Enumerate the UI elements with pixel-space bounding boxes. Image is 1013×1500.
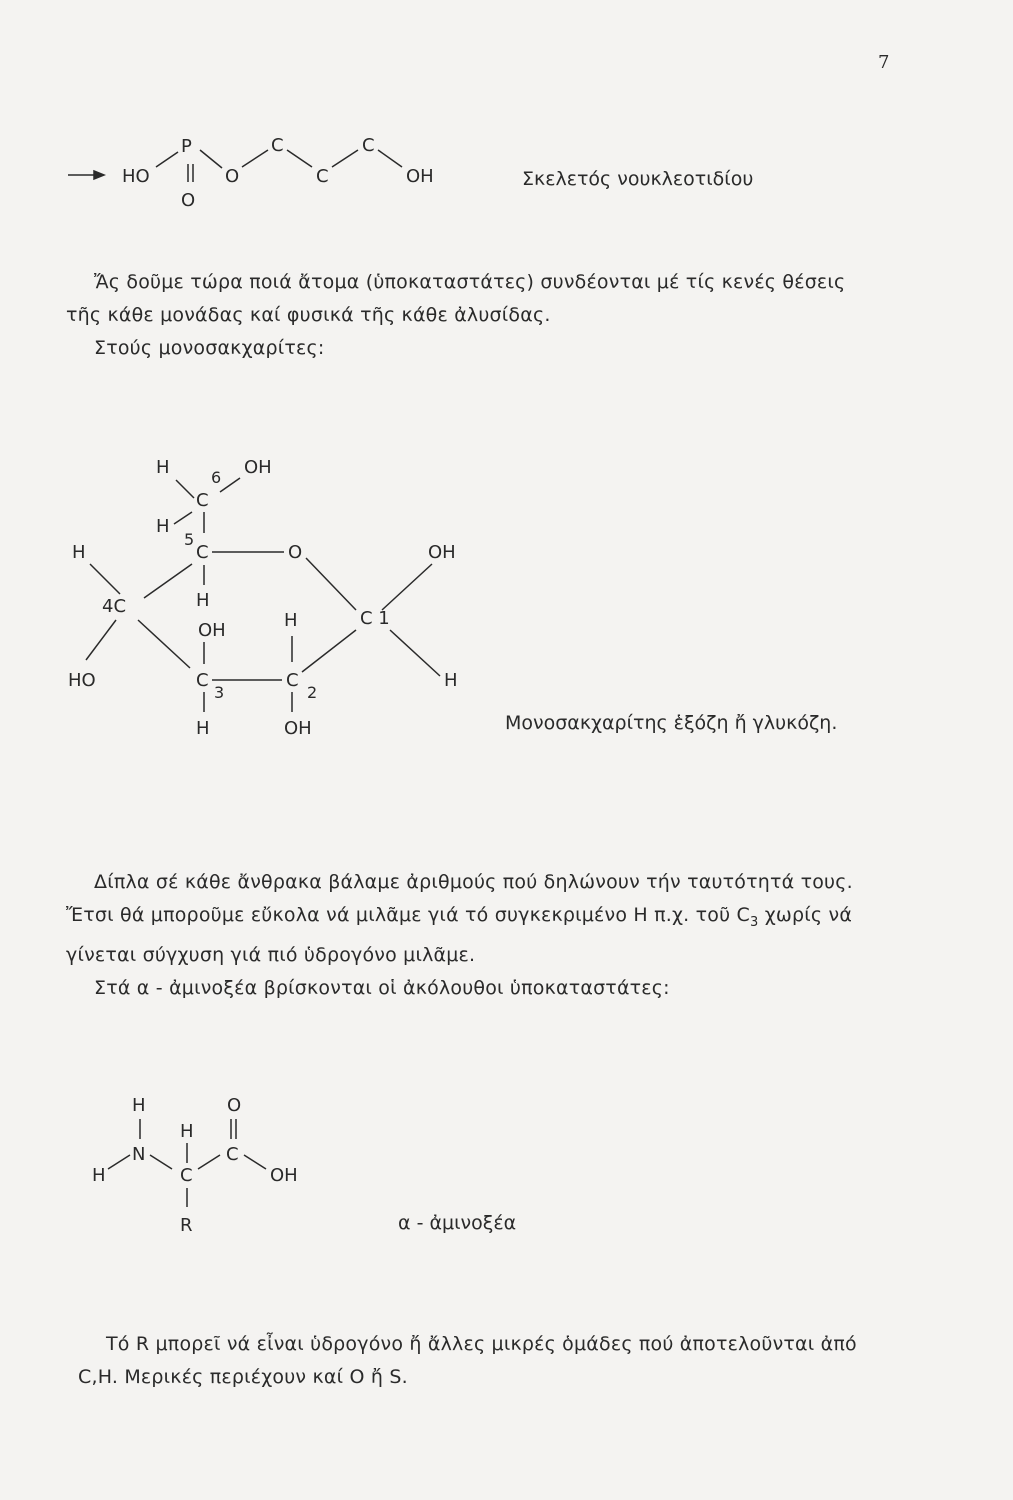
numbering-line-4: Στά α - ἀμινοξέα βρίσκονται οἱ ἀκόλουθοι ὑποκαταστάτες:: [94, 976, 670, 999]
atom-oh2: OH: [284, 718, 312, 739]
atom-c5: C: [196, 542, 209, 563]
atom-c3: C: [362, 135, 375, 156]
nucleotide-caption: Σκελετός νουκλεοτιδίου: [522, 168, 754, 190]
numbering-line-1: Δίπλα σέ κάθε ἄνθρακα βάλαμε ἀριθμούς πού δηλώνουν τήν ταυτότητά τους.: [94, 871, 853, 893]
label-num-2: 2: [307, 683, 318, 702]
atom-h5-below: H: [196, 590, 210, 611]
atom-c-carboxyl: C: [226, 1144, 239, 1165]
intro-paragraph: [66, 266, 946, 365]
intro-line-1: Ἄς δοῦμε τώρα ποιά ἄτομα (ὑποκαταστάτες) συνδέονται μέ τίς κενές θέσεις: [94, 271, 846, 293]
atom-c1: C: [271, 135, 284, 156]
intro-line-3: Στούς μονοσακχαρίτες:: [94, 337, 325, 359]
atom-o-ring: O: [288, 542, 303, 563]
atom-o-bridge: O: [225, 166, 240, 187]
atom-oh1: OH: [428, 542, 456, 563]
atom-oh: OH: [406, 166, 434, 187]
atom-h3: H: [196, 718, 210, 739]
atom-p: P: [181, 136, 192, 157]
atom-ho4: HO: [68, 670, 96, 691]
atom-h1: H: [444, 670, 458, 691]
r-group-paragraph: [78, 1328, 958, 1394]
r-group-line-2: C,H. Μερικές περιέχουν καί O ἤ S.: [78, 1366, 408, 1388]
atom-h4: H: [72, 542, 86, 563]
atom-n: N: [132, 1144, 146, 1165]
label-num-6: 6: [211, 468, 222, 487]
arrow-head-icon: [94, 171, 104, 179]
carbon-numbering-paragraph: [66, 866, 946, 1005]
intro-line-2: τῆς κάθε μονάδας καί φυσικά τῆς κάθε ἀλυσίδας.: [66, 304, 551, 326]
r-group-line-1: Τό R μπορεῖ νά εἶναι ὑδρογόνο ἤ ἄλλες μικρές ὁμάδες πού ἀποτελοῦνται ἀπό: [106, 1333, 857, 1355]
atom-ho: HO: [122, 166, 150, 187]
atom-c6: C: [196, 490, 209, 511]
atom-o-top: O: [227, 1095, 242, 1116]
atom-h5: H: [156, 516, 170, 537]
atom-oh3: OH: [198, 620, 226, 641]
numbering-line-3: γίνεται σύγχυση γιά πιό ὑδρογόνο μιλᾶμε.: [66, 943, 476, 966]
numbering-line-2: [66, 899, 946, 939]
atom-r: R: [180, 1215, 193, 1236]
glucose-structure-diagram: [60, 440, 500, 750]
atom-c-alpha: C: [180, 1165, 193, 1186]
atom-oh6: OH: [244, 457, 272, 478]
label-num-3: 3: [214, 683, 225, 702]
atom-c1: C 1: [360, 608, 390, 629]
subscript-3: 3: [750, 914, 759, 930]
atom-h-alpha: H: [180, 1121, 194, 1142]
numbering-line-2-end: χωρίς νά: [758, 904, 853, 926]
atom-h6a: H: [156, 457, 170, 478]
atom-h2: H: [284, 610, 298, 631]
glucose-caption: Μονοσακχαρίτης ἑξόζη ἤ γλυκόζη.: [505, 712, 838, 734]
page-number: 7: [878, 52, 890, 73]
atom-o-double: O: [181, 190, 196, 211]
atom-c3: C: [196, 670, 209, 691]
atom-c2: C: [286, 670, 299, 691]
nucleotide-skeleton-diagram: [60, 120, 500, 220]
amino-acid-diagram: [80, 1085, 320, 1245]
atom-oh: OH: [270, 1165, 298, 1186]
amino-acid-caption: α - ἀμινοξέα: [398, 1212, 517, 1234]
atom-h-left: H: [92, 1165, 106, 1186]
label-num-5: 5: [184, 530, 195, 549]
atom-c2: C: [316, 166, 329, 187]
atom-h-top: H: [132, 1095, 146, 1116]
numbering-line-2-text: Ἔτσι θά μποροῦμε εὔκολα νά μιλᾶμε γιά τό συγκεκριμένο H π.χ. τοῦ C: [66, 904, 751, 926]
atom-c4: 4C: [102, 596, 127, 617]
